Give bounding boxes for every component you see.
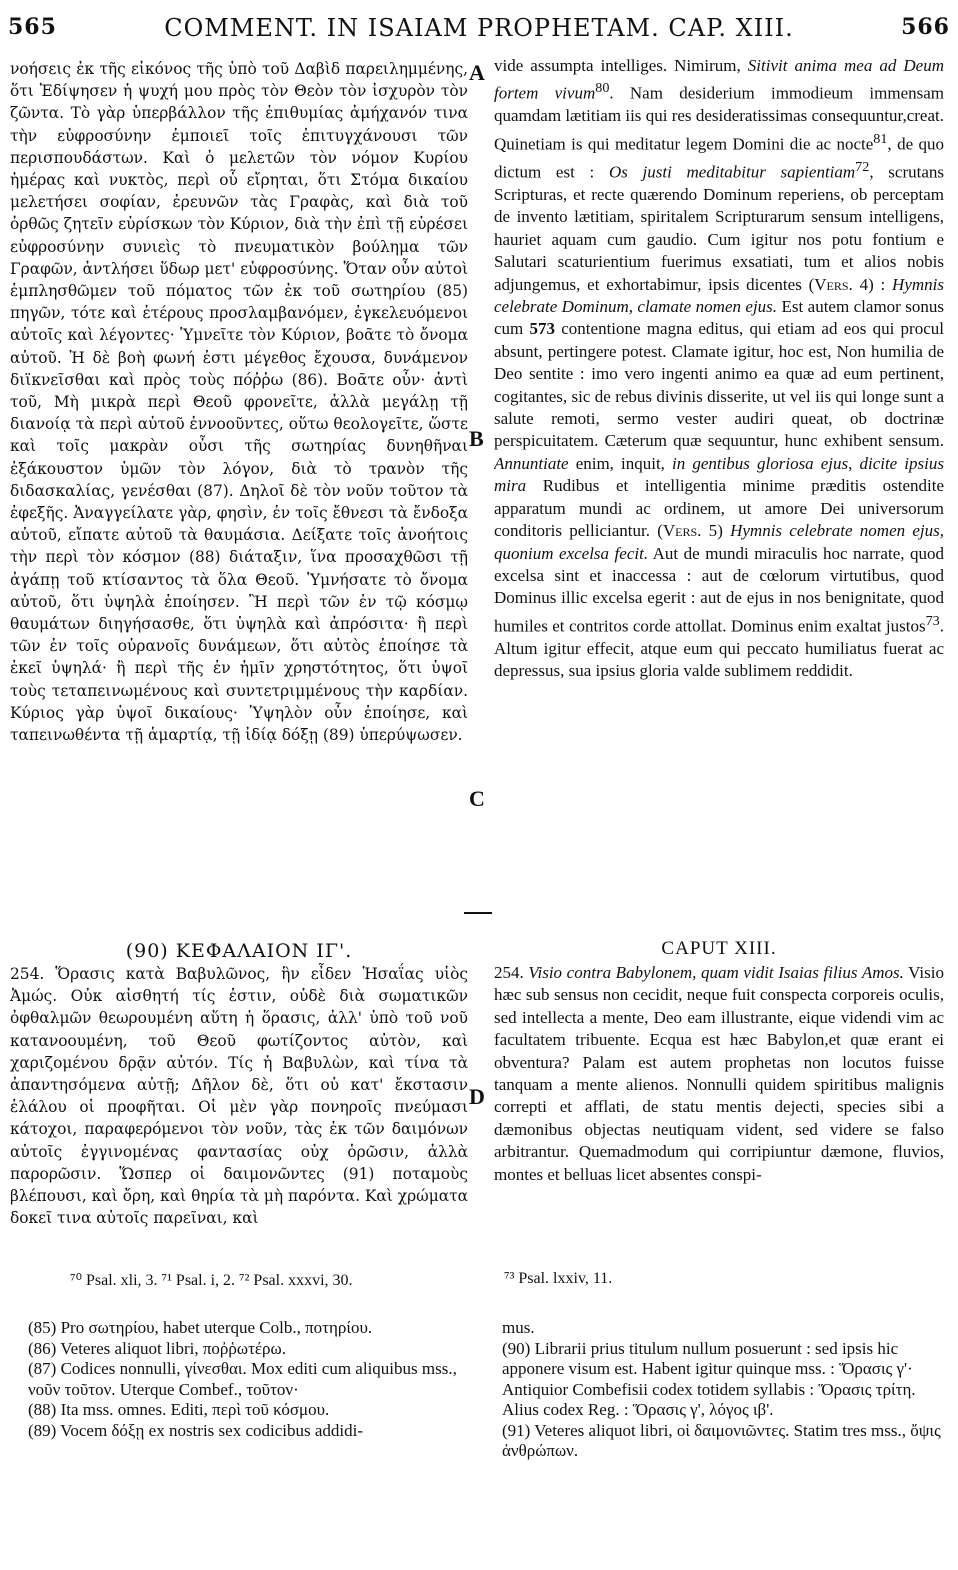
running-header <box>8 14 950 48</box>
margin-letter-b: B <box>469 426 484 451</box>
section-divider <box>464 912 492 914</box>
footnotes-left <box>28 1318 458 1441</box>
footnote: (88) Ita mss. omnes. Editi, περὶ τοῦ κόσμου. <box>28 1400 330 1419</box>
latin-text-top: vide assumpta intelliges. Nimirum, Sitivit anima mea ad Deum fortem vivum$^{80}$. Nam desiderium immodieum immensam quamdam lætitiam iis qui res desideratissimas consequuntur,creat. Quinetiam is qui meditatur legem Domini die ac nocte$^{81}$, de quo dictum est : Os justi meditabitur sapientiam$^{72}$, scrutans Scripturas, et recte quærendo Dominum reperiens, ob perceptam de invento lætitiam, spiritalem Scripturarum sensum intelligens, hauriet aquam cum gaudio. Cum igitur nos potu fontium e Salutari scaturientium fuerimus exsatiati, tum et alios nobis adjungemus, et exhortabimur, ipsis dicentes (Vers. 4) : Hymnis celebrate Dominum, clamate nomen ejus. Est autem clamor sonus cum 573 contentione magna editus, qui etiam ad eos qui procul absunt, pertingere potest. Clamate igitur, hoc est, Non humilia de Deo sentite : imo vero ingenti animo ea quæ ad eum pertinent, cogitantes, sic de rebus divinis disserite, ut vel iis qui longe sunt a salute remoti, sermo vester audiri queat, ob doctrinæ perspicuitatem. Cæterum quæ sequuntur, hunc exhibent sensum. Annuntiate enim, inquit, in gentibus gloriosa ejus, dicite ipsius mira Rudibus et intelligentia minime præditis ostendite apparatum mundi ac ordinem, ut amore Dei universorum conditoris pelliciantur. (Vers. 5) Hymnis celebrate nomen ejus, quonium excelsa fecit. Aut de mundi miraculis hoc narrate, quod excelsa sint et inaccessa : aut de cœlorum virtutibus, quod Dominus illic excelsa egerit : aut de ejus in nos benignitate, quod humiles et contritos corde attollat. Dominus enim exaltat justos$^{73}$. Altum igitur effecit, atque eum qui peccato humiliatus fuerat ac depressus, sua ipsius gloria valde sublimem reddidit. <box>494 56 944 681</box>
footnote: (87) Codices nonnulli, γίνεσθαι. Mox editi cum aliquibus mss., νοῦν τοῦτον. Uterque Combef., τοῦτον· <box>28 1359 457 1399</box>
footnote: (85) Pro σωτηρίου, habet uterque Colb., ποτηρίου. <box>28 1318 373 1337</box>
ref-mark: 72 <box>855 158 870 175</box>
chapter-heading-latin: CAPUT XIII. <box>661 938 777 959</box>
references-left: ⁷⁰ Psal. xli, 3. ⁷¹ Psal. i, 2. ⁷² Psal. xxxvi, 30. <box>70 1272 353 1289</box>
page-number-right: 566 <box>901 14 950 40</box>
footnotes-right <box>502 1318 942 1462</box>
margin-letter-a: A <box>469 60 485 85</box>
footnote: (91) Veteres aliquot libri, οἱ δαιμονιῶντες. Statim tres mss., ὄψις ἀνθρώπων. <box>502 1420 941 1460</box>
margin-letter-c: C <box>469 786 485 811</box>
ref-mark: 81 <box>873 130 888 147</box>
greek-text-top: νοήσεις ἐκ τῆς εἰκόνος τῆς ὑπὸ τοῦ Δαβὶδ παρειλημμένης, ὅτι Ἐδίψησεν ἡ ψυχή μου πρὸς τὸν Θεὸν τὸν ἰσχυρὸν τὸν ζῶντα. Τὸ γὰρ ὑπερβάλλον τῆς ἐπιθυμίας ἀμήχανόν τινα τὴν εὐφροσύνην ἐμποιεῖ τοῖς ἐπιτυγχάνουσι τῶν περισπουδάστων. Καὶ ὁ μελετῶν τὸν νόμον Κυρίου ἡμέρας καὶ νυκτὸς, περὶ οὗ εἴρηται, ὅτι Στόμα δικαίου μελετήσει σοφίαν, ἐρευνῶν τὰς Γραφὰς, καὶ διὰ τοῦ ὀρθῶς ζητεῖν εὑρίσκων τὸν Κύριον, διὰ τὴν ἐπὶ τῇ εὑρέσει εὐφροσύνην συνιεὶς τὸ πνευματικὸν βούλημα τῶν Γραφῶν, ἀντλήσει ὕδωρ μετ' εὐφροσύνης. Ὅταν οὖν αὐτοὶ ἐμπλησθῶμεν τοῦ πόματος τῶν ἐκ τοῦ σωτηρίου (85) πηγῶν, τότε καὶ ἑτέρους προσλαμβανόμεν, ἐγκελευόμενοι αὐτοῖς καὶ λέγοντες· Ὑμνεῖτε τὸν Κύριον, βοᾶτε τὸ ὄνομα αὐτοῦ. Ἡ δὲ βοὴ φωνή ἐστι μέγεθος ἔχουσα, δυνάμενον διϊκνεῖσθαι καὶ πρὸς τοὺς πόῤῥω (86). Βοᾶτε οὖν· ἀντὶ τοῦ, Μὴ μικρὰ περὶ Θεοῦ φρονεῖτε, ἀλλὰ μεγάλῃ τῇ διανοίᾳ τὰ περὶ αὐτοῦ ἐννοοῦντες, οὕτω θεολογεῖτε, ὥστε καὶ τοῖς μακρὰν οὖσι τῆς σωτηρίας δυνηθῆναι ἐξάκουστον ὑμῶν τὸν λόγον, διὰ τὸ τρανὸν τῆς διδασκαλίας, γενέσθαι (87). Δηλοῖ δὲ τὸν νοῦν τοῦτον τὰ ἐφεξῆς. Ἀναγγείλατε γὰρ, φησὶν, ἐν τοῖς ἔθνεσι τὰ ἔνδοξα αὐτοῦ, εἴπατε αὐτοῦ τὰ θαυμάσια. Δείξατε τοῖς ἀνοήτοις τὴν περὶ τὸν κόσμον (88) διάταξιν, ἵνα προσαχθῶσι τῇ ἀγάπῃ τοῦ κτίσαντος τὰ ὅλα Θεοῦ. Ὑμνήσατε τὸ ὄνομα αὐτοῦ, ὅτι ὑψηλὰ ἐποίησεν. Ἢ περὶ τῶν ἐν τῷ κόσμῳ θαυμάτων διηγήσασθε, ὅτι ὑψηλὰ καὶ ἀπρόσιτα· ἢ περὶ τῶν ἐν τοῖς οὐρανοῖς δυνάμεων, ὅτι αὐτὸς ἐποίησε τὰ ἐκεῖ ὑψηλά· ἢ περὶ τῆς ἐν ἡμῖν χρηστότητος, ὅτι ὑψοῖ τοὺς τεταπεινωμένους καὶ συντετριμμένους τὴν καρδίαν. Κύριος γὰρ ὑψοῖ δικαίους· Ὑψηλὸν οὖν ἐποίησε, καὶ ταπεινωθέντα τῇ ἁμαρτίᾳ, τῇ ἰδίᾳ δόξῃ (89) ὑπερύψωσεν. <box>10 60 468 745</box>
chapter-heading-greek: (90) ΚΕΦΑΛΑΙΟΝ ΙΓ'. <box>125 940 353 962</box>
ref-mark: 73 <box>925 612 940 629</box>
ref-mark: 80 <box>595 80 610 97</box>
scripture-references <box>10 1270 944 1294</box>
edition-page-number: 573 <box>529 319 556 339</box>
greek-text-bottom: 254. Ὅρασις κατὰ Βαβυλῶνος, ἣν εἶδεν Ἡσαΐας υἱὸς Ἀμώς. Οὐκ αἰσθητή τίς ἐστιν, οὐδὲ διὰ σωματικῶν ὀφθαλμῶν θεωρουμένη αὕτη ἡ ὅρασις, ἀλλ' ὑπὸ τοῦ νοῦ κατανοουμένη, τοῦ Θεοῦ φωτίζοντος αὐτὸν, καὶ χαριζομένου δρᾷν αὐτόν. Τίς ἡ Βαβυλὼν, καὶ τίνα τὰ ἀπαντησόμενα αὐτῇ; Δῆλον δὲ, ὅτι οὐ κατ' ἔκστασιν ἐλάλου οἱ προφῆται. Οἱ μὲν γὰρ πονηροῖς πνεύμασι κάτοχοι, παραφερόμενοι τὸν νοῦν, τὰς ἐκ τῶν δαιμόνων αὐτοῖς ἐγγινομένας φαντασίας οὐχ ὁρῶσιν, ἀλλὰ παρορῶσιν. Ὥσπερ οἱ δαιμονῶντες (91) ποταμοὺς βλέπουσι, καὶ ὄρη, καὶ θηρία τὰ μὴ παρόντα. Καὶ χρώματα δοκεῖ τινα αὐτοῖς παρεῖναι, καὶ <box>10 965 468 1228</box>
references-right: ⁷³ Psal. lxxiv, 11. <box>504 1270 613 1287</box>
footnote: (89) Vocem δόξῃ ex nostris sex codicibus addidi- <box>28 1420 363 1440</box>
margin-letter-d: D <box>469 1084 485 1109</box>
footnote: (90) Librarii prius titulum nullum posuerunt : sed ipsis hic apponere visum est. Habent igitur quinque mss. : Ὅρασις γ'· Antiquior Combefisii codex totidem syllabis : Ὅρασις τρίτη. Alius codex Reg. : Ὅρασις γ', λόγος ιβ'. <box>502 1338 916 1419</box>
footnote: mus. <box>502 1318 535 1337</box>
latin-text-bottom: 254. Visio contra Babylonem, quam vidit Isaias filius Amos. Visio hæc sub sensus non cecidit, neque fuit conspecta corporeis oculis, sed intellecta a mente, Deo eam illustrante, eique videndi vim ac facultatem tribuente. Ecqua est hæc Babylon,et quæ erant ei obventura? Palam est autem prophetas non locutos fuisse tanquam a mente alienos. Nonnulli quidem spiritibus malignis correpti et afflati, de statu mentis dejecti, species sibi a dæmonibus objectas neutiquam vident, sed videre se falso arbitrantur. Quemadmodum qui corripiuntur dæmone, fluvios, montes et belluas licet absentes conspi- <box>494 963 944 1184</box>
footnote: (86) Veteres aliquot libri, ποῤῥωτέρω. <box>28 1338 286 1358</box>
page-number-left: 565 <box>8 14 57 40</box>
running-title: COMMENT. IN ISAIAM PROPHETAM. CAP. XIII. <box>164 14 794 42</box>
